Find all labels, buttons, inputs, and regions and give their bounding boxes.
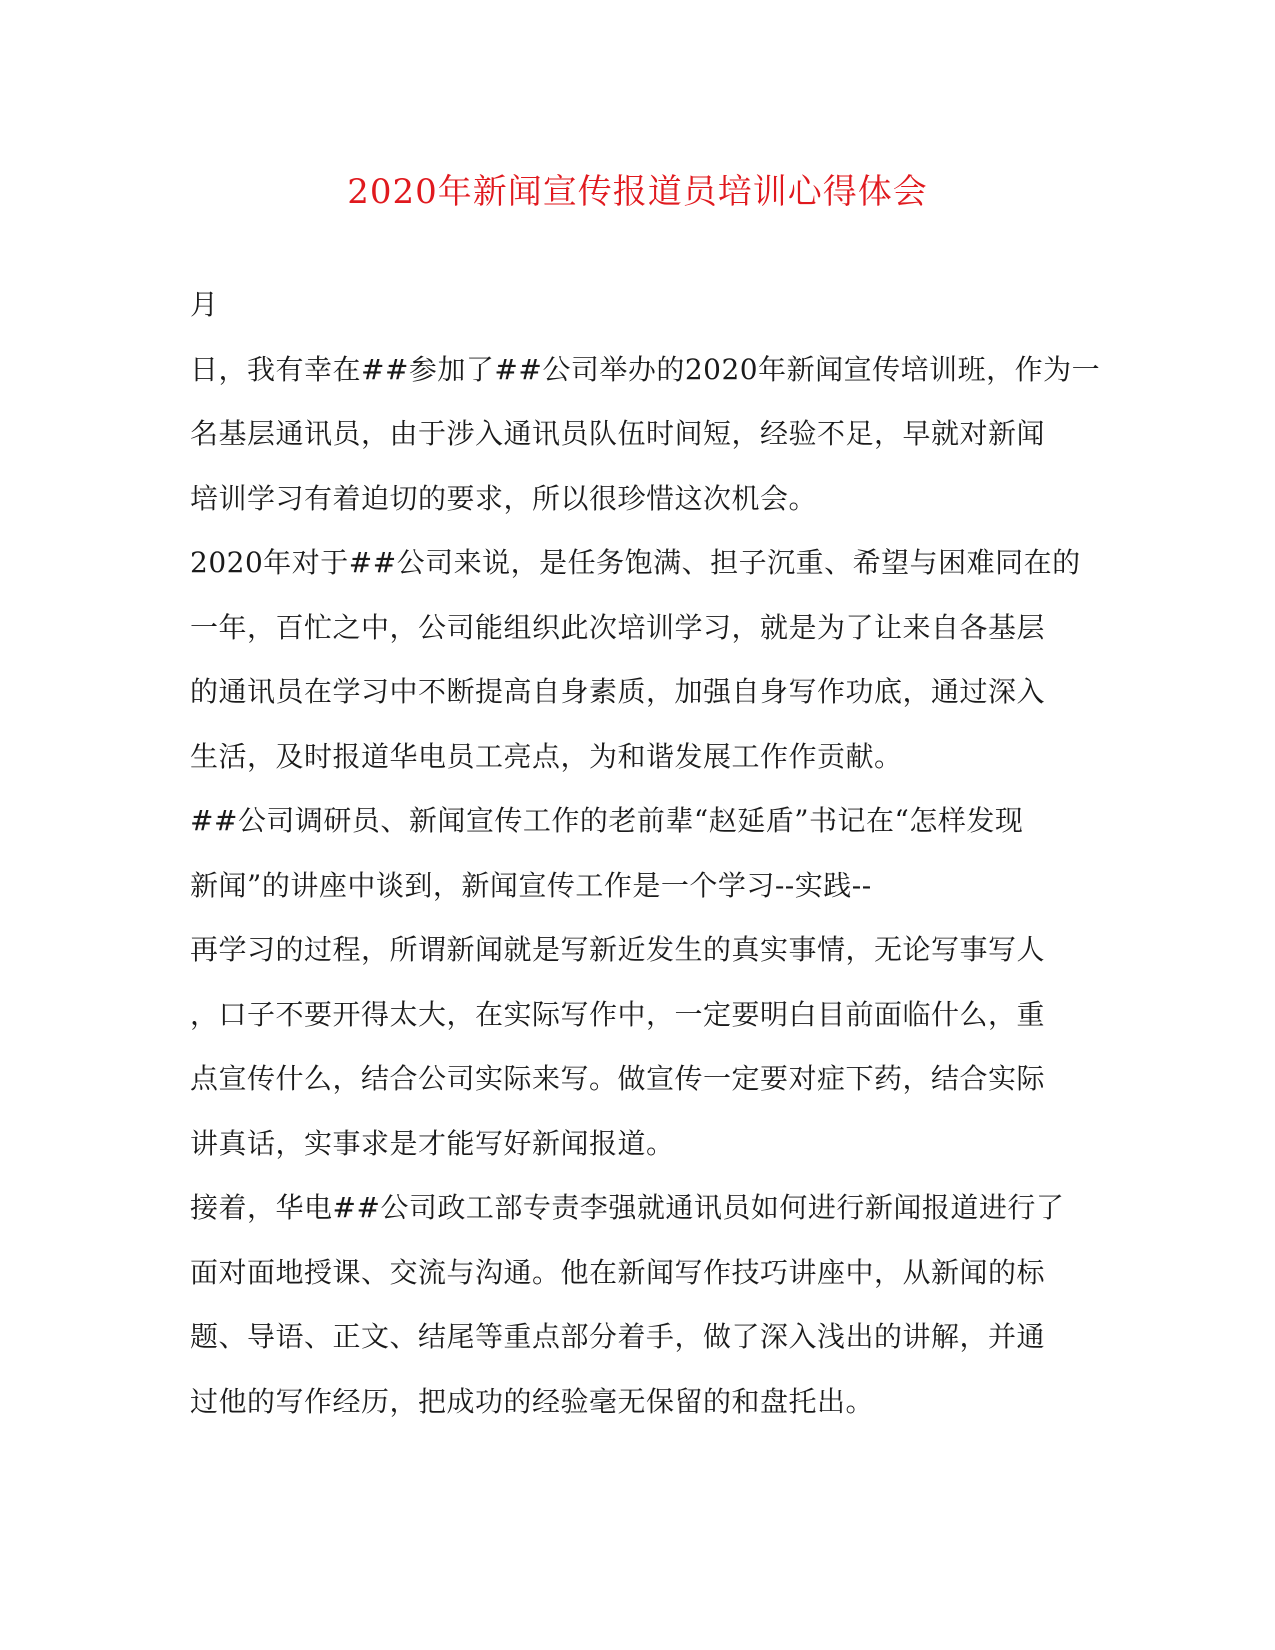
body-line: 讲真话，实事求是才能写好新闻报道。	[190, 1126, 675, 1160]
body-line: 再学习的过程，所谓新闻就是写新近发生的真实事情，无论写事写人	[190, 933, 1046, 966]
body-line: 名基层通讯员，由于涉入通讯员队伍时间短，经验不足，早就对新闻	[190, 417, 1046, 450]
body-line: 月	[190, 288, 219, 321]
body-line: 培训学习有着迫切的要求，所以很珍惜这次机会。	[190, 481, 818, 515]
body-line: 题、导语、正文、结尾等重点部分着手，做了深入浅出的讲解，并通	[190, 1320, 1046, 1353]
document-body	[190, 285, 1101, 1446]
body-line: 面对面地授课、交流与沟通。他在新闻写作技巧讲座中，从新闻的标	[190, 1255, 1046, 1289]
document-title: 2020年新闻宣传报道员培训心得体会	[347, 172, 928, 212]
body-line: 过他的写作经历，把成功的经验毫无保留的和盘托出。	[190, 1384, 875, 1418]
body-line: 新闻”的讲座中谈到，新闻宣传工作是一个学习--实践--	[190, 868, 872, 902]
body-line: 日，我有幸在##参加了##公司举办的2020年新闻宣传培训班，作为一	[190, 352, 1101, 386]
body-line: 2020年对于##公司来说，是任务饱满、担子沉重、希望与困难同在的	[190, 546, 1081, 579]
body-line: 生活，及时报道华电员工亮点，为和谐发展工作作贡献。	[190, 739, 903, 773]
body-line: 接着，华电##公司政工部专责李强就通讯员如何进行新闻报道进行了	[190, 1191, 1065, 1224]
body-line: ，口子不要开得太大，在实际写作中，一定要明白目前面临什么，重	[190, 997, 1046, 1031]
body-line: ##公司调研员、新闻宣传工作的老前辈“赵延盾”书记在“怎样发现	[190, 804, 1024, 837]
body-line: 点宣传什么，结合公司实际来写。做宣传一定要对症下药，结合实际	[190, 1062, 1046, 1095]
body-line: 一年，百忙之中，公司能组织此次培训学习，就是为了让来自各基层	[190, 610, 1046, 644]
body-line: 的通讯员在学习中不断提高自身素质，加强自身写作功底，通过深入	[190, 675, 1046, 708]
